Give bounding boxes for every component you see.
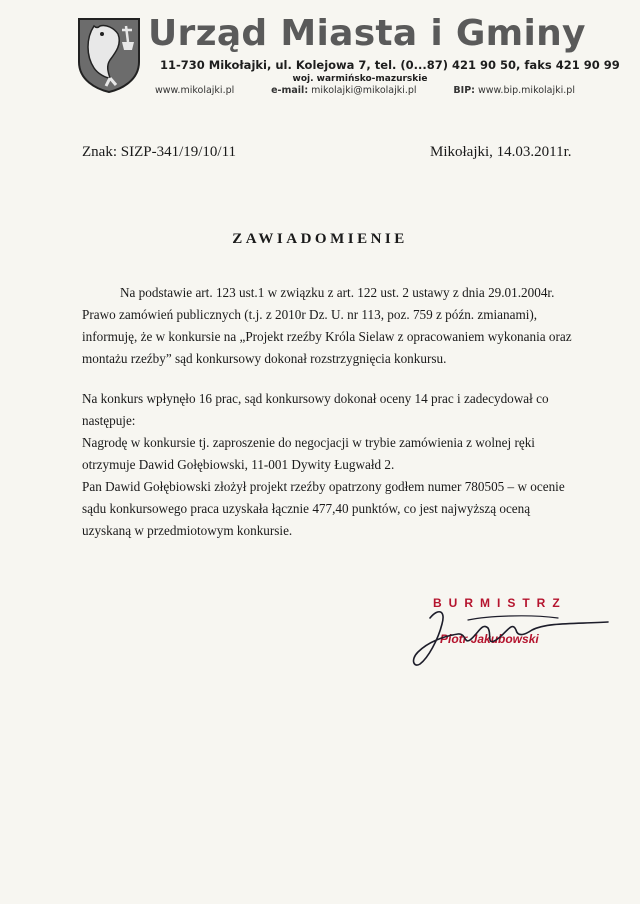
stamp-title: BURMISTRZ — [433, 596, 567, 610]
text-line: informuję, że w konkursie na „Projekt rzeźby Króla Sielaw z opracowaniem wykonania oraz — [82, 329, 572, 344]
text-line: montażu rzeźby” sąd konkursowy dokonał rozstrzygnięcia konkursu. — [82, 351, 447, 366]
text-line: następuje: — [82, 413, 136, 428]
bip-contact — [453, 85, 575, 96]
website-link: www.mikolajki.pl — [155, 85, 235, 96]
text-line: Na podstawie art. 123 ust.1 w związku z art. 122 ust. 2 ustawy z dnia 29.01.2004r. — [120, 285, 555, 300]
text-line: Prawo zamówień publicznych (t.j. z 2010r Dz. U. nr 113, poz. 759 z późn. zmianami), — [82, 307, 538, 322]
text-line: otrzymuje Dawid Gołębiowski, 11-001 Dywity Ługwałd 2. — [82, 457, 395, 472]
text-line: uzyskaną w przedmiotowym konkursie. — [82, 523, 293, 538]
email-label: e-mail: — [271, 85, 309, 96]
reference-sign: Znak: SIZP-341/19/10/11 — [82, 144, 237, 160]
paragraph-result — [82, 388, 577, 542]
bip-address: www.bip.mikolajki.pl — [478, 85, 575, 96]
text-line: sądu konkursowego praca uzyskała łącznie 477,40 punktów, co jest najwyższą oceną — [82, 501, 531, 516]
place-and-date: Mikołajki, 14.03.2011r. — [430, 144, 572, 160]
handwritten-signature — [408, 600, 618, 670]
office-region: woj. warmińsko-mazurskie — [292, 74, 428, 84]
email-address: mikolajki@mikolajki.pl — [311, 85, 417, 96]
office-name: Urząd Miasta i Gminy — [148, 13, 586, 54]
email-contact — [271, 85, 416, 96]
paragraph-decision — [82, 282, 577, 370]
text-line: Pan Dawid Gołębiowski złożył projekt rzeźby opatrzony godłem numer 780505 – w ocenie — [82, 479, 565, 494]
text-line: Nagrodę w konkursie tj. zaproszenie do negocjacji w trybie zamówienia z wolnej ręki — [82, 435, 535, 450]
stamp-name: Piotr Jakubowski — [440, 632, 539, 646]
document-title: ZAWIADOMIENIE — [232, 231, 408, 247]
bip-label: BIP: — [453, 85, 475, 96]
text-line: Na konkurs wpłynęło 16 prac, sąd konkursowy dokonał oceny 14 prac i zadecydował co — [82, 391, 549, 406]
fish-coat-of-arms-icon — [76, 16, 142, 94]
office-address: 11-730 Mikołajki, ul. Kolejowa 7, tel. (0...87) 421 90 50, faks 421 90 99 — [160, 58, 620, 72]
office-contacts — [155, 85, 575, 96]
